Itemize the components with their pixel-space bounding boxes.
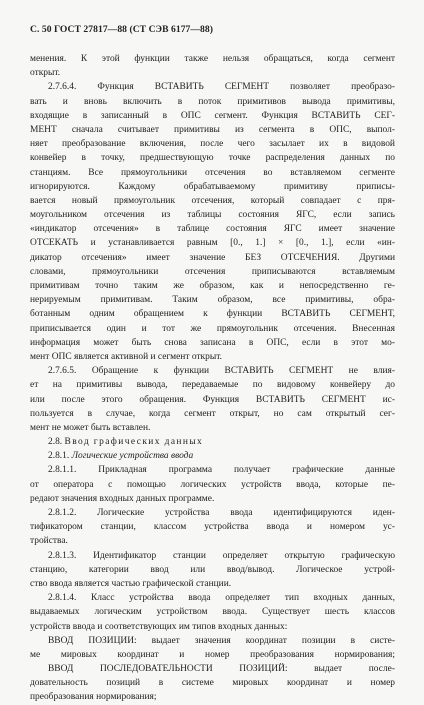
text-line: 2.8.1.2. Логические устройства ввода идентифицируются иден- (48, 508, 395, 518)
text-line: ет на примитивы вывода, передаваемые по видовому конвейеру до (30, 380, 395, 391)
text-line: мент ОПС является активной и сегмент открыт. (30, 351, 222, 362)
text-line: игнорируются. Каждому обрабатываемому примитиву приписы- (30, 181, 395, 192)
text-line: МЕНТ сначала считывает примитивы из сегмента в ОПС, выпол- (30, 124, 395, 135)
text-line: менения. К этой функции также нельзя обращаться, когда сегмент (30, 54, 395, 64)
text-line: выдаваемых логическим устройством ввода. Существует шесть классов (30, 607, 395, 618)
text-line: дикатор отсечения» имеет значение БЕЗ ОТСЕЧЕНИЯ. Другими (30, 252, 395, 263)
text-line: моугольником отсечения из таблицы состояния ЯГС, если запись (30, 210, 395, 221)
text-line: ОТСЕКАТЬ и устанавливается равным [0., 1.] × [0., 1.], если «ин- (30, 238, 395, 249)
text-line: довательность позиций в системе мировых координат и номер (30, 678, 395, 689)
text-line: словами, прямоугольники отсечения приписываются вставляемым (30, 266, 395, 277)
text-line: станциям. Все прямоугольники отсечения во вставляемом сегменте (30, 167, 395, 178)
text-line: преобразования нормирования; (30, 692, 157, 703)
text-line: 2.7.6.4. Функция ВСТАВИТЬ СЕГМЕНТ позволяет преобразо- (48, 82, 395, 93)
text-line: конвейер в точку, предшествующую точке распределения данных по (30, 153, 395, 164)
text-line: тификатором станции, классом устройства ввода и номером ус- (30, 522, 395, 533)
text-line: 2.8.1.3. Идентификатор станции определяет открытую графическую (48, 550, 395, 561)
text-line: ме мировых координат и номер преобразования нормирования; (30, 649, 395, 660)
text-line: «индикатор отсечения» в таблице состояния ЯГС имеет значение (30, 224, 395, 235)
text-line: 2.8. Ввод графических данных (48, 437, 204, 448)
text-line: открыт. (30, 68, 61, 79)
body-text (30, 52, 395, 705)
text-line: редают значения входных данных программе. (30, 493, 215, 504)
text-line: 2.8.1. Логические устройства ввода (48, 451, 194, 462)
text-line: входящие в записанный в ОПС сегмент. Функция ВСТАВИТЬ СЕГ- (30, 110, 395, 121)
text-line: ВВОД ПОЗИЦИИ: выдает значения координат позиции в систе- (48, 635, 395, 646)
text-line: приписывается один и тот же прямоугольник отсечения. Внесенная (30, 323, 395, 334)
text-line: ство ввода является частью графической станции. (30, 578, 232, 589)
text-line: или после этого обращения. Функция ВСТАВИТЬ СЕГМЕНТ ис- (30, 394, 395, 405)
text-line: мент не может быть вставлен. (30, 422, 151, 433)
text-line: 2.7.6.5. Обращение к функции ВСТАВИТЬ СЕГМЕНТ не влия- (48, 366, 395, 377)
text-line: няет преобразование включения, после чего засылает их в видовой (30, 139, 395, 150)
text-line: 2.8.1.4. Класс устройства ввода определяет тип входных данных, (48, 593, 395, 604)
text-line: вается новый прямоугольник отсечения, который совпадает с пря- (30, 195, 395, 206)
text-line: 2.8.1.1. Прикладная программа получает графические данные (48, 465, 395, 476)
text-line: ВВОД ПОСЛЕДОВАТЕЛЬНОСТИ ПОЗИЦИЙ: выдает после- (48, 664, 395, 675)
text-line: вать и вновь включить в поток примитивов вывода примитивы, (30, 96, 395, 107)
text-line: от оператора с помощью логических устройств ввода, которые пе- (30, 479, 395, 490)
text-line: примитивам точно таким же образом, как и непосредственно ге- (30, 281, 395, 291)
text-line: ботанным одним обращением к функции ВСТАВИТЬ СЕГМЕНТ, (30, 309, 395, 320)
text-line: информация может быть снова записана в ОПС, если в этот мо- (30, 337, 395, 348)
text-line: станцию, категории ввод или ввод/вывод. Логическое устрой- (30, 564, 395, 575)
page-header: С. 50 ГОСТ 27817—88 (СТ СЭВ 6177—88) (30, 24, 213, 35)
text-line: устройств ввода и соответствующих им типов входных данных: (30, 621, 288, 632)
text-line: тройства. (30, 536, 68, 547)
text-line: нерируемым примитивам. Таким образом, все примитивы, обра- (30, 295, 395, 306)
text-line: пользуется в случае, когда сегмент открыт, но сам открытый сег- (30, 408, 395, 419)
